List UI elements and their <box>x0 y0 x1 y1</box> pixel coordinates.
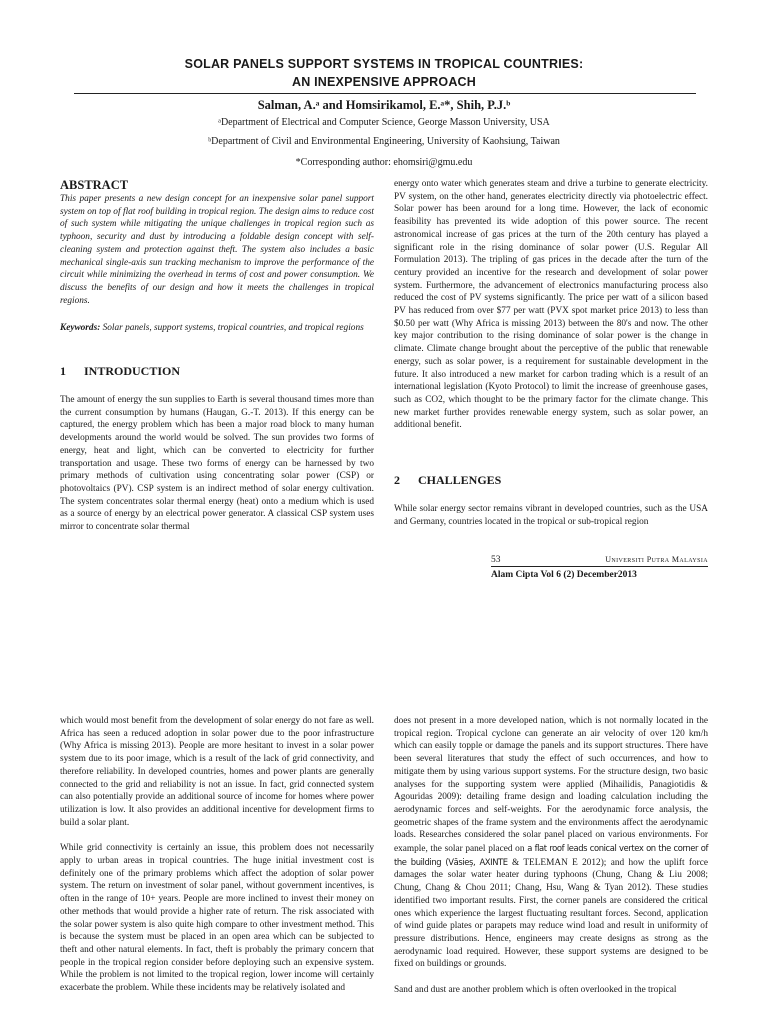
affiliation-b: ᵇDepartment of Civil and Environmental Engineering, University of Kaohsiung, Taiwan <box>208 136 560 147</box>
affiliation-a: ᵃDepartment of Electrical and Computer Science, George Masson University, USA <box>218 117 550 128</box>
page-two-left-column <box>60 715 374 995</box>
abstract-text <box>60 193 374 307</box>
title-line-1: SOLAR PANELS SUPPORT SYSTEMS IN TROPICAL COUNTRIES: <box>184 57 584 71</box>
section-title: CHALLENGES <box>418 473 502 487</box>
paper-title <box>60 55 708 91</box>
title-divider <box>74 93 696 94</box>
section-number: 1 <box>60 364 66 378</box>
section-title: INTRODUCTION <box>84 364 181 378</box>
right-column-text <box>394 178 708 432</box>
right-column-paragraph: energy onto water which generates steam and drive a turbine to generate electricity. PV system, on the other hand, generates electricity directly via photoelectric effect. Solar power has been around for a long time. However, the lack of economic feasibility has prevented its wide adoption of this power source. The recent astronomical increase of gas prices at the turn of the 20th century has played a significant role in the rising dominance of solar power (U.S. Regular All Formulation 2013). The tripling of gas prices in the decade after the turn of the century provided an incentive for the research and development of solar power system. Furthermore, the advancement of electronics manufacturing process also reduced the cost of PV systems significantly. The price per watt of a silicon based PV has reduced from over $77 per watt (PVX spot market price 2013) to less than $0.50 per watt (Why Africa is missing 2013) between the 80's and now. The other key major contribution to the rising dominance of solar power is the change in climate. Climate change brought about the perceptive of the public that renewable energy, such as solar power, is a requirement for sustainable development in the future. It also introduced a new market for carbon trading which is a result of an international legislation (Kyoto Protocol) to limit the increase of greenhouse gases, such as CO2, which thought to be the primary factor for the climate change. This new market further provides renewable energy system, such as solar power, an additional benefit. <box>394 179 708 431</box>
paragraph-part: & TELEMAN E 2012); and how the uplift force damages the solar water heater during typhoons (Chung, Chang & Liu 2008; Chung, Chang & Chou 2011; Chang, Hsu, Wang & Tyan 2012). These studies identified two important results. First, the corner panels are considered the critical ones which experience the largest fluctuating resultant forces. Second, application of wind guide plates or parapets may reduce wind load and result in uniformity of pressure distributions. Hence, engineers may create designs as strong as the aerodynamic load required. However, these support systems are designed to be fixed on buildings or grounds. <box>394 857 709 970</box>
condensed-citation: a flat roof leads conical vertex on the corner of the building (Văsieș, AXINTE <box>394 843 708 867</box>
paragraph-part: does not present in a more developed nation, which is not normally located in the tropical region. Tropical cyclone can generate an air velocity of over 120 km/h which can easily topple or damage the panels and its support structures. There have been several literatures that study the effect of such occurrences, and how to mitigate them by using various support systems. For the structure design, two basic analyses for the supporting system were applied (Mihailidis, Panagiotidis & Agouridas 2009): detailing frame design and loading calculation including the aerodynamic forces and self-weights. For the aerodynamic force analysis, the geometric shapes of the frame system and the environments affect the aerodynamic loads. Researches considered the solar panel placed on various environments. For example, the solar panel placed on <box>394 716 708 855</box>
paragraph: Sand and dust are another problem which is often overlooked in the tropical <box>394 985 677 996</box>
paragraph <box>394 715 708 971</box>
challenges-paragraph: While solar energy sector remains vibrant in developed countries, such as the USA and Germany, countries located in the tropical or sub-tropical region <box>394 504 708 527</box>
author-list: Salman, A.ᵃ and Homsirikamol, E.ᵃ*, Shih, P.J.ᵇ <box>257 98 511 112</box>
abstract-heading: ABSTRACT <box>60 178 129 192</box>
abstract-paragraph: This paper presents a new design concept for an inexpensive solar panel support system on top of flat roof building in tropical region. The design aims to reduce cost of such system while mitigating the unique challenges in tropical region such as typhoon, security and dust by introducing a foldable design concept with self-cleaning system and protection against theft. The system also includes a basic mechanical single-axis sun tracking mechanism to improve the performance of the circuit while minimizing the overhead in terms of cost and power consumption. We discuss the benefits of our design and how it meets the challenges in tropical regions. <box>60 194 374 306</box>
corresponding-author: *Corresponding author: ehomsiri@gmu.edu <box>295 157 473 168</box>
journal-citation: Alam Cipta Vol 6 (2) December2013 <box>491 570 637 580</box>
introduction-text <box>60 394 374 534</box>
section-heading-challenges <box>394 472 501 488</box>
page-two <box>0 712 768 1024</box>
page-number: 53 <box>491 555 501 565</box>
section-number: 2 <box>394 473 400 487</box>
page-gap <box>0 598 768 698</box>
introduction-paragraph: The amount of energy the sun supplies to Earth is several thousand times more than the current consumption by humans (Haugan, G.-T. 2013). If this energy can be captured, the energy problem which has been a major road block to many human developments around the world would be solved. The sun provides two forms of energy, heat and light, which can be converted to electricity for further transportation and usage. These two forms of energy can be harnessed by two primary methods of cultivation using concentrating solar power (CSP) or photovoltaics (PV). CSP system is an indirect method of solar energy cultivation. The system concentrates solar thermal energy (heat) onto a medium which is used as a source of energy by an electrical power generator. A classical CSP system uses mirror to concentrate solar thermal <box>60 395 374 533</box>
title-line-2: AN INEXPENSIVE APPROACH <box>291 75 477 89</box>
paragraph: While grid connectivity is certainly an issue, this problem does not necessarily apply to urban areas in tropical countries. The huge initial investment cost is definitely one of the primary problems which affect the adoption of solar power system. The return on investment of solar panel, without government incentives, is often in the range of 10+ years. People are more inclined to invest their money on other methods that would provide a higher rate of return. The risk associated with the solar power system is also quite high compare to other investment method. This is because the system must be placed in an open area which can be subjected to theft and other natural elements. In fact, theft is probably the primary concern that people in the tropical region consider before deploying such an expensive system. While the problem is not limited to the tropical region, lower income will certainly exacerbate the problem. While these incidents may be relatively isolated and <box>60 843 374 994</box>
keywords-label: Keywords: <box>60 323 101 333</box>
section-heading-introduction <box>60 363 180 379</box>
keywords <box>60 322 374 335</box>
challenges-text <box>394 503 708 528</box>
university-name: Universiti Putra Malaysia <box>605 555 708 564</box>
page-two-right-column <box>394 715 708 997</box>
keywords-text: Solar panels, support systems, tropical countries, and tropical regions <box>102 323 364 333</box>
paragraph: which would most benefit from the development of solar energy do not fare as well. Africa has seen a reduced adoption in solar power due to the poor infrastructure (Why Africa is missing 2013). People are more hesitant to invest in a solar power system due to its poor image, which is a result of the lack of grid connectivity, and therefore reliability. In developed countries, homes and power plants are generally connected to the grid and reliability is not an issue. In fact, grid connected system can also potentially provide an additional source of income for homes where power utilization is low. It also provides an additional incentive for development firms to build a solar plant. <box>60 716 374 828</box>
footer-divider <box>491 566 708 567</box>
